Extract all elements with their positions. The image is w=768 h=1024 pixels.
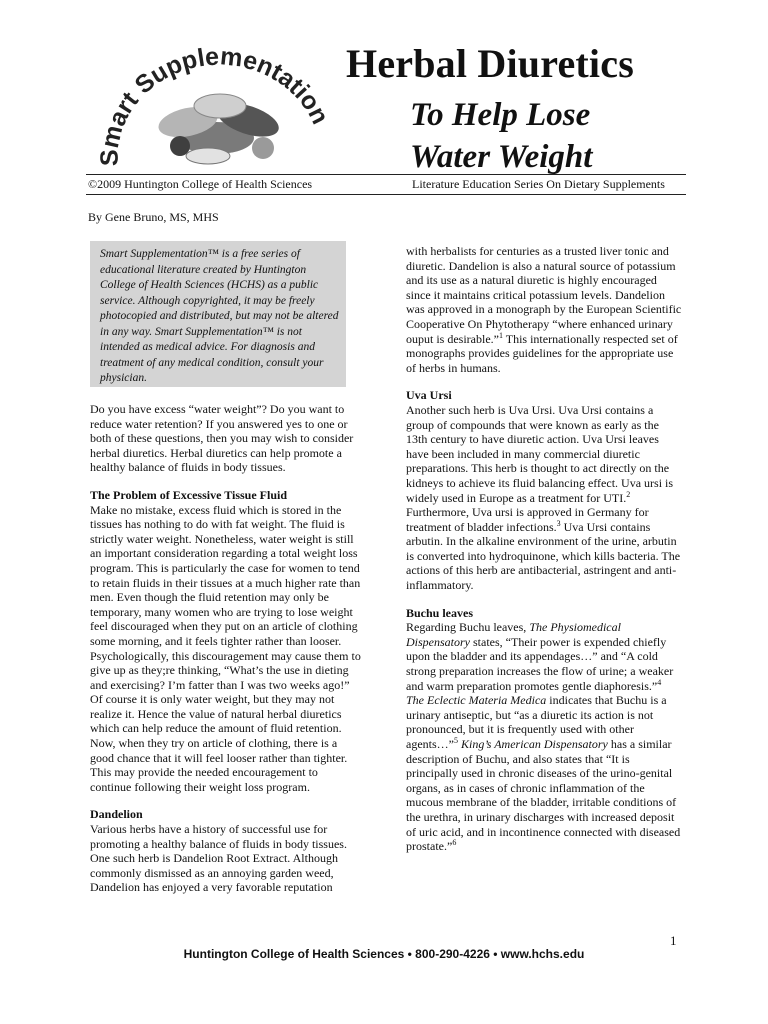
- problem-heading: The Problem of Excessive Tissue Fluid: [90, 487, 288, 502]
- dandelion-cont-text-2: This internationally respected set of monographs provides guidelines for the appropriate use of herbs in humans.: [406, 331, 678, 375]
- buchu-text-3: indicates that Buchu is a urinary antiseptic, but “as a diuretic its action is not pronounced, but it is frequently used with other agents…”: [406, 693, 667, 751]
- disclaimer-box: Smart Supplementation™ is a free series of educational literature created by Huntington College of Health Sciences (HCHS) as a public service. Although copyrighted, it may be freely photocopied and distributed, but may not be altered in any way. Smart Supplementation™ is not intended as medical advice. For diagnosis and treatment of any medical condition, consult your physician.: [90, 241, 346, 387]
- buchu-heading: Buchu leaves: [406, 605, 474, 620]
- buchu-citation-3: King’s American Dispensatory: [457, 737, 608, 751]
- footnote-ref-1: 1: [498, 330, 503, 340]
- subtitle-line-1: To Help Lose: [410, 97, 591, 133]
- header-rule-bottom: [86, 194, 686, 195]
- left-column: [90, 402, 362, 908]
- dandelion-cont-text: with herbalists for centuries as a trusted liver tonic and diuretic. Dandelion is also a natural source of potassium and its use as a natural diuretic is highly encouraged since it maintains critical potassium levels. Dandelion was approved in a monograph by the European Scientific Cooperative On Phytotherapy “where enhanced urinary ouput is desirable.”: [406, 244, 682, 346]
- header-rule-top: [86, 174, 686, 175]
- page-number: 1: [670, 933, 677, 948]
- footnote-ref-5: 5: [453, 736, 458, 745]
- logo-text: Smart Supplementation: [95, 42, 335, 167]
- buchu-text-4: has a similar description of Buchu, and also states that “It is principally used in chronic diseases of the urino-genital organs, as in cases of chronic inflammation of the mucous membrane of the bladder, irritable conditions of the urethra, in urinary discharges with increased deposit of uric acid, and in incontinence connected with diseased prostate.”: [406, 737, 681, 854]
- copyright: ©2009 Huntington College of Health Sciences: [88, 177, 313, 191]
- footer: Huntington College of Health Sciences • 800-290-4226 • www.hchs.edu: [183, 947, 585, 961]
- intro-paragraph: Do you have excess “water weight”? Do you want to reduce water retention? If you answered yes to one or both of these questions, then you may wish to consider herbal diuretics. Herbal diuretics can help promote a healthy balance of fluids in body tissues.: [90, 402, 354, 475]
- problem-paragraph: Make no mistake, excess fluid which is stored in the tissues has nothing to do with fat weight. The fluid is strictly water weight. Nonetheless, water weight is still an important consideration regarding a total weight loss program. This is particularly the case for women to tend to retain fluids in their tissues at a much higher rate than men. Even though the fluid retention may only be temporary, many women who are trying to lose weight feel discouraged when they put on an article of clothing some morning, and it feels tighter rather than looser. Psychologically, this discouragement may cause them to give up as they;re thinking, “What’s the use in dieting and exercising? I’m fatter than I was two weeks ago!” Of course it is only water weight, but they may not realize it. Hence the value of natural herbal diuretics which can help reduce the amount of fluid retention. Now, when they try on article of clothing, there is a good chance that it will feel looser rather than tighter. This may provide the needed encouragement to continue following their weight loss program.: [90, 502, 361, 794]
- series-title: Literature Education Series On Dietary Supplements: [412, 177, 665, 191]
- buchu-paragraph: [406, 620, 682, 854]
- dandelion-continued: [406, 244, 682, 375]
- buchu-citation-2: The Eclectic Materia Medica: [406, 693, 547, 708]
- footnote-ref-6: 6: [452, 838, 457, 848]
- dandelion-heading: Dandelion: [90, 807, 143, 822]
- buchu-citation-1: The Physiomedical Dispensatory: [406, 620, 621, 649]
- uva-ursi-paragraph: [406, 403, 682, 593]
- page-subtitle: [410, 94, 592, 178]
- subtitle-line-2: Water Weight: [410, 139, 593, 175]
- footnote-ref-4: 4: [657, 677, 662, 687]
- buchu-text-2: states, “Their power is expended chiefly upon the bladder and its appendages…” and “A cold strong preparation increases the flow of urine; a weaker and warm preparation promotes gentle diaphoresis.”: [406, 634, 674, 693]
- pills-image: [156, 94, 283, 164]
- page-title: Herbal Diuretics: [346, 41, 634, 86]
- byline: By Gene Bruno, MS, MHS: [88, 210, 219, 224]
- right-column: [406, 244, 682, 867]
- footnote-ref-2: 2: [626, 489, 631, 499]
- uva-text-3: Uva Ursi contains arbutin. In the alkaline environment of the urine, arbutin is converted into hydroquinone, which kills bacteria. The actions of this herb are antibacterial, astringent and anti-inflammatory.: [406, 519, 681, 593]
- buchu-text-1: Regarding Buchu leaves,: [406, 620, 530, 635]
- smart-supplementation-logo: [88, 38, 338, 173]
- uva-ursi-heading: Uva Ursi: [406, 388, 452, 403]
- footnote-ref-3: 3: [556, 518, 561, 528]
- uva-text-2: Furthermore, Uva ursi is approved in Germany for treatment of bladder infections.: [406, 505, 649, 534]
- dandelion-paragraph: Various herbs have a history of successful use for promoting a healthy balance of fluids in body tissues. One such herb is Dandelion Root Extract. Although commonly dismissed as an annoying garden weed, Dandelion has enjoyed a very favorable reputation: [90, 822, 347, 895]
- uva-text-1: Another such herb is Uva Ursi. Uva Ursi contains a group of compounds that were known as early as the 13th century to have diuretic action. Uva Ursi leaves have been included in many commercial diuretic preparations. This herb is thought to act directly on the kidneys to achieve its fluid balancing effect. Uva ursi is widely used in Europe as a treatment for UTI.: [406, 402, 674, 505]
